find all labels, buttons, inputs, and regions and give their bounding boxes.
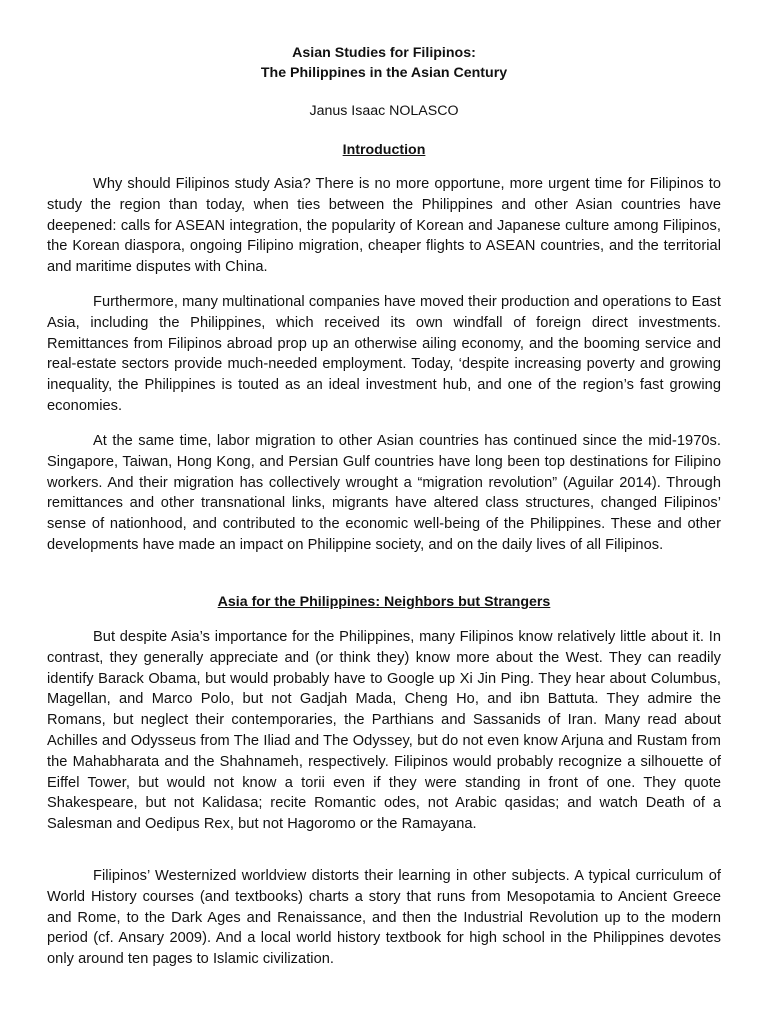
paragraph-intro-2: Furthermore, many multinational companies have moved their production and operations to East Asia, including the Philippines, which received its own windfall of foreign direct investments. Remittances from Filipinos abroad prop up an otherwise ailing economy, and the booming service and real-estate sectors provide much-needed employment. Today, ‘despite increasing poverty and growing inequality, the Philippines is touted as an ideal investment hub, and one of the region’s fast growing economies.	[47, 294, 721, 414]
paragraph-intro-1: Why should Filipinos study Asia? There is no more opportune, more urgent time for Filipinos to study the region than today, when ties between the Philippines and other Asian countries have deepened: calls for ASEAN integration, the popularity of Korean and Japanese culture among Filipinos, the Korean diaspora, ongoing Filipino migration, cheaper flights to ASEAN countries, and the territorial and maritime disputes with China.	[47, 176, 721, 276]
document-title	[47, 43, 721, 83]
paragraph-neighbors-2: Filipinos’ Westernized worldview distorts their learning in other subjects. A typical curriculum of World History courses (and textbooks) charts a story that runs from Mesopotamia to Ancient Greece and Rome, to the Dark Ages and Renaissance, and then the Industrial Revolution up to the modern period (cf. Ansary 2009). And a local world history textbook for high school in the Philippines devotes only around ten pages to Islamic civilization.	[47, 868, 721, 968]
document-page	[47, 0, 721, 1024]
section-heading-neighbors: Asia for the Philippines: Neighbors but Strangers	[217, 594, 551, 610]
title-line-2: The Philippines in the Asian Century	[260, 65, 508, 81]
section-heading-introduction: Introduction	[342, 142, 426, 158]
title-line-1: Asian Studies for Filipinos:	[292, 45, 476, 61]
paragraph-intro-3: At the same time, labor migration to other Asian countries has continued since the mid-1970s. Singapore, Taiwan, Hong Kong, and Persian Gulf countries have long been top destinations for Filipino workers. And their migration has collectively wrought a “migration revolution” (Aguilar 2014). Through remittances and other transnational links, migrants have altered class structures, changed Filipinos’ sense of nationhood, and contributed to the economic well-being of the Philippines. These and other developments have made an impact on Philippine society, and on the daily lives of all Filipinos.	[47, 433, 721, 553]
paragraph-neighbors-1: But despite Asia’s importance for the Philippines, many Filipinos know relatively little about it. In contrast, they generally appreciate and (or think they) know more about the West. They can readily identify Barack Obama, but would probably have to Google up Xi Jin Ping. They hear about Columbus, Magellan, and Marco Polo, but not Gadjah Mada, Cheng Ho, and ibn Battuta. They admire the Romans, but neglect their contemporaries, the Parthians and Sassanids of Iran. Many read about Achilles and Odysseus from The Iliad and The Odyssey, but do not even know Arjuna and Rustam from the Mahabharata and the Shahnameh, respectively. Filipinos would probably recognize a silhouette of Eiffel Tower, but would not know a torii even if they were standing in front of one. They quote Shakespeare, but not Kalidasa; recite Romantic odes, not Arabic qasidas; and watch Death of a Salesman and Oedipus Rex, but not Hagoromo or the Ramayana.	[47, 629, 721, 833]
author-name: Janus Isaac NOLASCO	[309, 103, 459, 119]
